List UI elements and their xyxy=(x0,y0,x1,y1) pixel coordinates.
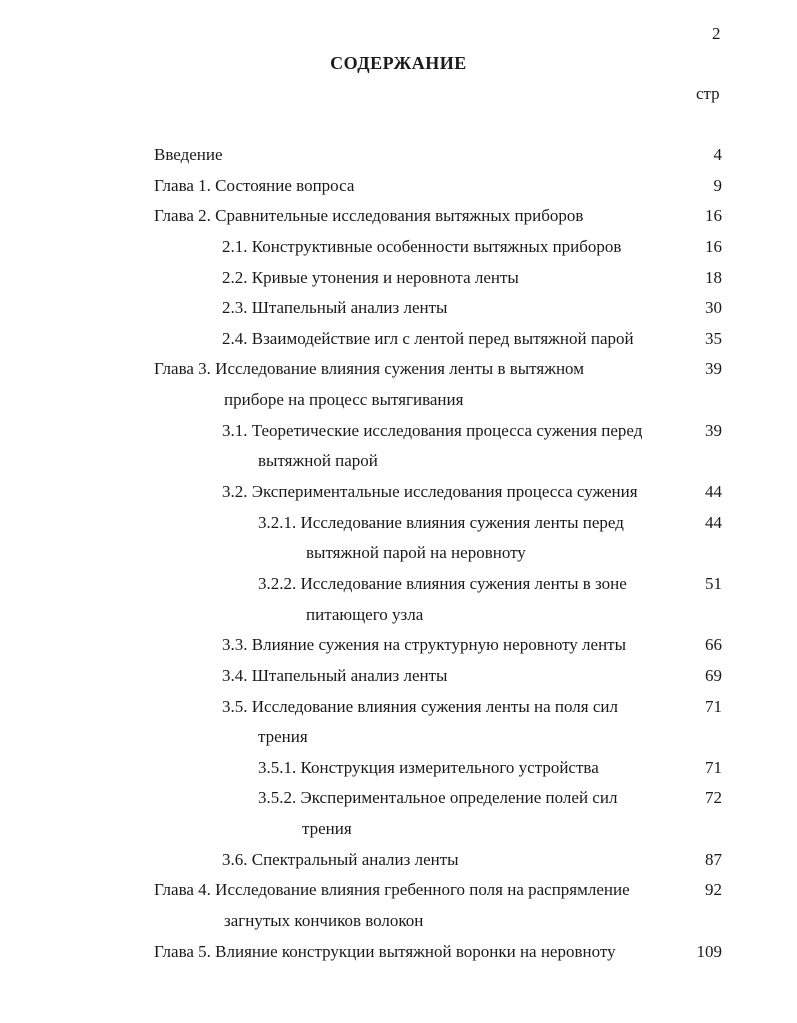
toc-entry-page: 72 xyxy=(705,788,722,808)
toc-entry xyxy=(0,569,797,630)
toc-entry-page: 71 xyxy=(705,757,722,777)
toc-entry xyxy=(0,171,797,202)
toc-entry-page: 109 xyxy=(696,941,722,961)
toc-entry-text: Глава 3. Исследование влияния сужения ленты в вытяжном xyxy=(154,359,584,379)
toc-entry-text: 3.2.1. Исследование влияния сужения ленты перед xyxy=(258,512,624,532)
toc-entry-text: 3.5. Исследование влияния сужения ленты на поля сил xyxy=(222,696,618,716)
toc-entry xyxy=(0,140,797,171)
toc-entry xyxy=(0,263,797,294)
toc-entry-text-continued: вытяжной парой на неровноту xyxy=(306,543,526,563)
toc-entry xyxy=(0,875,797,936)
toc-entry xyxy=(0,354,797,415)
toc-entry-page: 66 xyxy=(705,635,722,655)
toc-entry-text: 3.2.2. Исследование влияния сужения ленты в зоне xyxy=(258,573,627,593)
toc-entry-text: Глава 1. Состояние вопроса xyxy=(154,175,355,195)
toc-entry-page: 51 xyxy=(705,573,722,593)
toc-entry xyxy=(0,324,797,355)
toc-entry-page: 4 xyxy=(713,145,722,164)
toc-entry-text: 3.5.2. Экспериментальное определение полей сил xyxy=(258,788,618,808)
toc-entry-text: Введение xyxy=(154,145,223,164)
toc-entry-page: 44 xyxy=(705,512,722,532)
toc-entry xyxy=(0,477,797,508)
toc-entry-page: 44 xyxy=(705,482,722,502)
page-column-label: стр xyxy=(696,84,720,103)
toc-entry-text: Глава 5. Влияние конструкции вытяжной воронки на неровноту xyxy=(154,941,616,961)
toc-entry xyxy=(0,201,797,232)
toc-entry xyxy=(0,293,797,324)
toc-entry-page: 9 xyxy=(713,175,722,195)
toc-entry xyxy=(0,630,797,661)
toc-entry-text-continued: вытяжной парой xyxy=(258,451,378,471)
toc-entry-text: 3.6. Спектральный анализ ленты xyxy=(222,849,459,869)
page-title: СОДЕРЖАНИЕ xyxy=(330,53,467,73)
toc-entry-text-continued: приборе на процесс вытягивания xyxy=(224,390,464,410)
toc-entry-text: 3.5.1. Конструкция измерительного устройства xyxy=(258,757,599,777)
toc-entry-text: 2.2. Кривые утонения и неровнота ленты xyxy=(222,267,519,287)
toc-entry-text: Глава 2. Сравнительные исследования вытяжных приборов xyxy=(154,206,584,226)
toc-entry-page: 87 xyxy=(705,849,722,869)
toc-entry xyxy=(0,783,797,844)
toc-entry xyxy=(0,845,797,876)
toc-entry xyxy=(0,753,797,784)
toc-entry-page: 16 xyxy=(705,236,722,256)
toc-entry xyxy=(0,661,797,692)
toc-entry-page: 39 xyxy=(705,420,722,440)
table-of-contents xyxy=(0,140,797,967)
toc-entry-page: 39 xyxy=(705,359,722,379)
toc-entry-page: 18 xyxy=(705,267,722,287)
toc-entry-text-continued: трения xyxy=(258,727,308,747)
toc-entry-text: 3.4. Штапельный анализ ленты xyxy=(222,665,448,685)
toc-entry-text: 3.2. Экспериментальные исследования процесса сужения xyxy=(222,482,638,502)
toc-entry xyxy=(0,416,797,477)
toc-entry-page: 30 xyxy=(705,298,722,318)
toc-entry-text: 2.3. Штапельный анализ ленты xyxy=(222,298,448,318)
toc-entry xyxy=(0,937,797,968)
toc-entry xyxy=(0,508,797,569)
toc-entry xyxy=(0,692,797,753)
toc-entry-text-continued: загнутых кончиков волокон xyxy=(224,911,424,931)
toc-entry-text: 2.1. Конструктивные особенности вытяжных приборов xyxy=(222,236,622,256)
toc-entry-page: 92 xyxy=(705,880,722,900)
toc-entry-text-continued: питающего узла xyxy=(306,604,424,624)
toc-entry-text: Глава 4. Исследование влияния гребенного поля на распрямление xyxy=(154,880,630,900)
toc-entry-page: 71 xyxy=(705,696,722,716)
toc-entry xyxy=(0,232,797,263)
toc-entry-text: 3.1. Теоретические исследования процесса сужения перед xyxy=(222,420,643,440)
toc-entry-text: 2.4. Взаимодействие игл с лентой перед вытяжной парой xyxy=(222,328,634,348)
toc-entry-text: 3.3. Влияние сужения на структурную неровноту ленты xyxy=(222,635,627,655)
toc-entry-text-continued: трения xyxy=(302,819,352,839)
toc-entry-page: 69 xyxy=(705,665,722,685)
toc-entry-page: 16 xyxy=(705,206,722,226)
toc-entry-page: 35 xyxy=(705,328,722,348)
page-number: 2 xyxy=(712,24,721,43)
